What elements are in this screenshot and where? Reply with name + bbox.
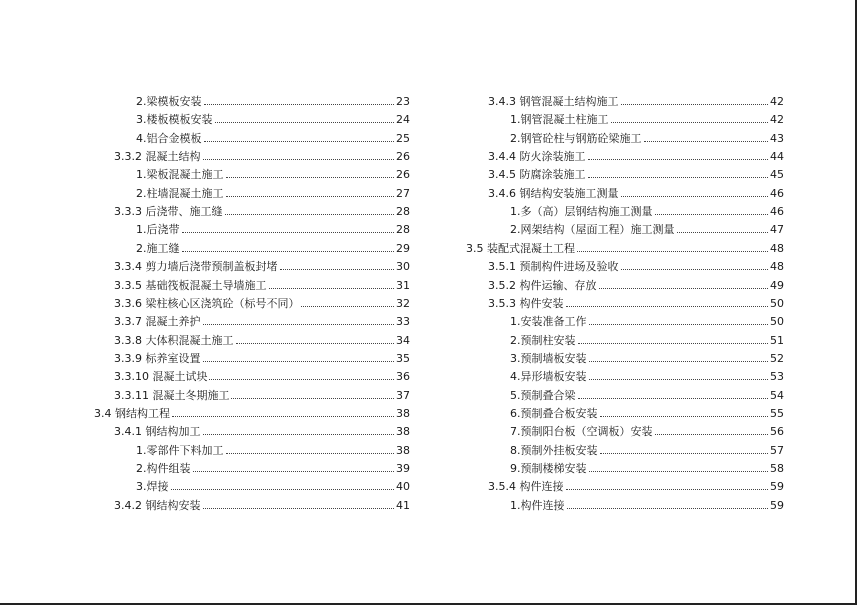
toc-entry-label: 2.施工缝 [136,241,180,255]
toc-page-number: 56 [770,425,784,439]
toc-entry[interactable] [488,274,784,292]
toc-leader-dots [589,379,769,380]
toc-page-number: 41 [396,498,410,512]
toc-entry-label: 2.网架结构（屋面工程）施工测量 [510,223,675,237]
toc-page-number: 48 [770,241,784,255]
toc-entry[interactable] [114,274,410,292]
toc-leader-dots [578,343,769,344]
toc-leader-dots [226,177,395,178]
toc-entry-label: 3.3.4 剪力墙后浇带预制盖板封堵 [114,260,278,274]
toc-entry-label: 2.柱墙混凝土施工 [136,186,224,200]
toc-leader-dots [203,361,395,362]
toc-entry-label: 3.3.3 后浇带、施工缝 [114,205,223,219]
toc-leader-dots [566,306,769,307]
toc-leader-dots [655,214,769,215]
toc-page-number: 51 [770,333,784,347]
toc-page-number: 38 [396,425,410,439]
toc-leader-dots [588,177,769,178]
toc-page-number: 26 [396,150,410,164]
toc-entry[interactable] [136,218,410,236]
toc-leader-dots [621,269,769,270]
toc-entry[interactable] [510,329,784,347]
toc-entry-label: 2.预制柱安装 [510,333,576,347]
toc-leader-dots [280,269,395,270]
toc-entry[interactable] [136,475,410,493]
toc-entry-label: 3.4.3 钢管混凝土结构施工 [488,95,619,108]
toc-entry-label: 1.多（高）层钢结构施工测量 [510,205,653,219]
toc-entry[interactable] [136,237,410,255]
toc-entry-label: 3.4 钢结构工程 [94,406,170,420]
toc-leader-dots [655,434,769,435]
toc-page-number: 53 [770,370,784,384]
toc-page-number: 36 [396,370,410,384]
toc-page-number: 27 [396,186,410,200]
toc-leader-dots [204,141,395,142]
toc-entry-label: 1.安装准备工作 [510,315,587,329]
toc-entry[interactable] [510,494,784,512]
toc-leader-dots [588,159,769,160]
toc-page-number: 42 [770,95,784,108]
toc-entry[interactable] [510,365,784,383]
toc-entry-label: 1.构件连接 [510,498,565,512]
toc-entry[interactable] [114,200,410,218]
toc-leader-dots [589,471,769,472]
toc-entry-label: 2.构件组装 [136,462,191,475]
toc-entry-label: 3.5.1 预制构件进场及验收 [488,260,619,274]
toc-entry-label: 9.预制楼梯安装 [510,462,587,475]
toc-page-number: 50 [770,315,784,329]
toc-entry[interactable] [488,163,784,181]
toc-page-number: 45 [770,168,784,182]
toc-entry-label: 4.铝合金模板 [136,131,202,145]
toc-entry-label: 1.梁板混凝土施工 [136,168,224,182]
toc-entry[interactable] [510,402,784,420]
toc-entry-label: 3.5.3 构件安装 [488,296,564,310]
toc-leader-dots [226,453,395,454]
toc-leader-dots [566,489,769,490]
toc-page-number: 33 [396,315,410,329]
toc-page-number: 31 [396,278,410,292]
toc-entry[interactable] [488,182,784,200]
toc-entry[interactable] [114,494,410,512]
toc-page-number: 32 [396,296,410,310]
toc-page-number: 35 [396,351,410,365]
toc-leader-dots [269,288,395,289]
toc-entry[interactable] [510,384,784,402]
toc-entry[interactable] [136,182,410,200]
toc-page-number: 28 [396,205,410,219]
toc-entry[interactable] [510,218,784,236]
toc-page-number: 34 [396,333,410,347]
toc-leader-dots [611,122,769,123]
toc-entry[interactable] [510,457,784,475]
toc-entry[interactable] [136,90,410,108]
toc-leader-dots [203,508,395,509]
toc-entry[interactable] [114,255,410,273]
toc-page-number: 40 [396,480,410,494]
toc-entry[interactable] [136,127,410,145]
toc-leader-dots [600,416,769,417]
toc-page-number: 52 [770,351,784,365]
toc-entry[interactable] [114,329,410,347]
toc-entry-label: 8.预制外挂板安装 [510,443,598,457]
toc-entry-label: 3.3.11 混凝土冬期施工 [114,388,230,402]
toc-entry-label: 3.4.5 防腐涂装施工 [488,168,586,182]
toc-entry-label: 3.3.5 基础筏板混凝土导墙施工 [114,278,267,292]
toc-entry[interactable] [488,255,784,273]
toc-leader-dots [203,159,395,160]
toc-entry-label: 2.梁模板安装 [136,95,202,108]
toc-entry[interactable] [510,127,784,145]
toc-entry-label: 5.预制叠合梁 [510,388,576,402]
toc-entry[interactable] [94,402,410,420]
toc-leader-dots [225,214,395,215]
toc-page-number: 23 [396,95,410,108]
toc-entry-label: 3.3.2 混凝土结构 [114,150,201,164]
toc-entry[interactable] [114,310,410,328]
toc-entry[interactable] [114,347,410,365]
toc-leader-dots [215,122,395,123]
toc-leader-dots [589,324,769,325]
toc-entry[interactable] [136,439,410,457]
toc-entry[interactable] [510,310,784,328]
toc-page-number: 26 [396,168,410,182]
toc-leader-dots [193,471,395,472]
toc-page-number: 42 [770,113,784,127]
toc-leader-dots [301,306,394,307]
toc-page-number: 46 [770,186,784,200]
toc-entry-label: 3.预制墙板安装 [510,351,587,365]
toc-leader-dots [578,398,769,399]
toc-leader-dots [589,361,769,362]
toc-page-number: 57 [770,443,784,457]
toc-entry-label: 3.3.9 标养室设置 [114,351,201,365]
toc-entry-label: 4.异形墙板安装 [510,370,587,384]
toc-entry[interactable] [488,475,784,493]
toc-entry-label: 3.4.2 钢结构安装 [114,498,201,512]
toc-leader-dots [209,379,394,380]
toc-leader-dots [226,196,395,197]
toc-entry[interactable] [114,145,410,163]
toc-page-number: 47 [770,223,784,237]
toc-entry-label: 3.4.6 钢结构安装施工测量 [488,186,619,200]
toc-page-number: 59 [770,498,784,512]
toc-entry[interactable] [510,439,784,457]
toc-entry-label: 7.预制阳台板（空调板）安装 [510,425,653,439]
toc-leader-dots [236,343,395,344]
toc-entry[interactable] [488,90,784,108]
toc-leader-dots [577,251,768,252]
toc-entry[interactable] [466,237,784,255]
toc-page-number: 39 [396,462,410,475]
toc-entry[interactable] [114,292,410,310]
toc-page-number: 55 [770,406,784,420]
toc-leader-dots [644,141,769,142]
toc-entry-label: 3.5.2 构件运输、存放 [488,278,597,292]
toc-entry-label: 3.3.7 混凝土养护 [114,315,201,329]
toc-entry-label: 2.钢管砼柱与钢筋砼梁施工 [510,131,642,145]
toc-page-number: 28 [396,223,410,237]
toc-page-number: 43 [770,131,784,145]
toc-page-number: 29 [396,241,410,255]
toc-page-number: 58 [770,462,784,475]
toc-entry[interactable] [114,365,410,383]
toc-page-number: 54 [770,388,784,402]
toc-entry-label: 3.3.10 混凝土试块 [114,370,208,384]
toc-entry-label: 3.3.6 梁柱核心区浇筑砼（标号不同） [114,296,300,310]
toc-leader-dots [172,416,394,417]
toc-entry-label: 3.楼板模板安装 [136,113,213,127]
toc-page-number: 48 [770,260,784,274]
toc-entry[interactable] [136,163,410,181]
toc-page-number: 44 [770,150,784,164]
toc-leader-dots [204,104,395,105]
toc-entry[interactable] [510,200,784,218]
toc-page-number: 25 [396,131,410,145]
toc-entry-label: 6.预制叠合板安装 [510,406,598,420]
toc-entry-label: 3.5.4 构件连接 [488,480,564,494]
toc-entry[interactable] [510,347,784,365]
toc-entry[interactable] [136,457,410,475]
toc-page-number: 37 [396,388,410,402]
toc-leader-dots [567,508,769,509]
toc-leader-dots [599,288,769,289]
toc-leader-dots [621,196,769,197]
toc-page-number: 59 [770,480,784,494]
toc-page-number: 38 [396,443,410,457]
toc-leader-dots [621,104,769,105]
toc-entry[interactable] [488,145,784,163]
toc-entry[interactable] [136,108,410,126]
toc-entry-label: 1.零部件下料加工 [136,443,224,457]
toc-page-number: 38 [396,406,410,420]
toc-leader-dots [203,324,395,325]
toc-leader-dots [677,232,769,233]
toc-entry[interactable] [114,420,410,438]
toc-entry-label: 3.焊接 [136,480,169,494]
toc-entry-label: 3.4.4 防火涂装施工 [488,150,586,164]
toc-entry[interactable] [488,292,784,310]
toc-entry-label: 1.后浇带 [136,223,180,237]
toc-page-number: 24 [396,113,410,127]
toc-entry-label: 1.钢管混凝土柱施工 [510,113,609,127]
toc-leader-dots [231,398,394,399]
toc-leader-dots [182,251,395,252]
toc-entry-label: 3.4.1 钢结构加工 [114,425,201,439]
toc-page-number: 49 [770,278,784,292]
toc-page-number: 50 [770,296,784,310]
toc-page-number: 30 [396,260,410,274]
toc-leader-dots [171,489,395,490]
toc-entry-label: 3.5 装配式混凝土工程 [466,241,575,255]
toc-leader-dots [600,453,769,454]
toc-leader-dots [182,232,395,233]
toc-leader-dots [203,434,395,435]
toc-entry[interactable] [510,108,784,126]
toc-entry[interactable] [510,420,784,438]
toc-entry[interactable] [114,384,410,402]
toc-entry-label: 3.3.8 大体积混凝土施工 [114,333,234,347]
toc-page-number: 46 [770,205,784,219]
